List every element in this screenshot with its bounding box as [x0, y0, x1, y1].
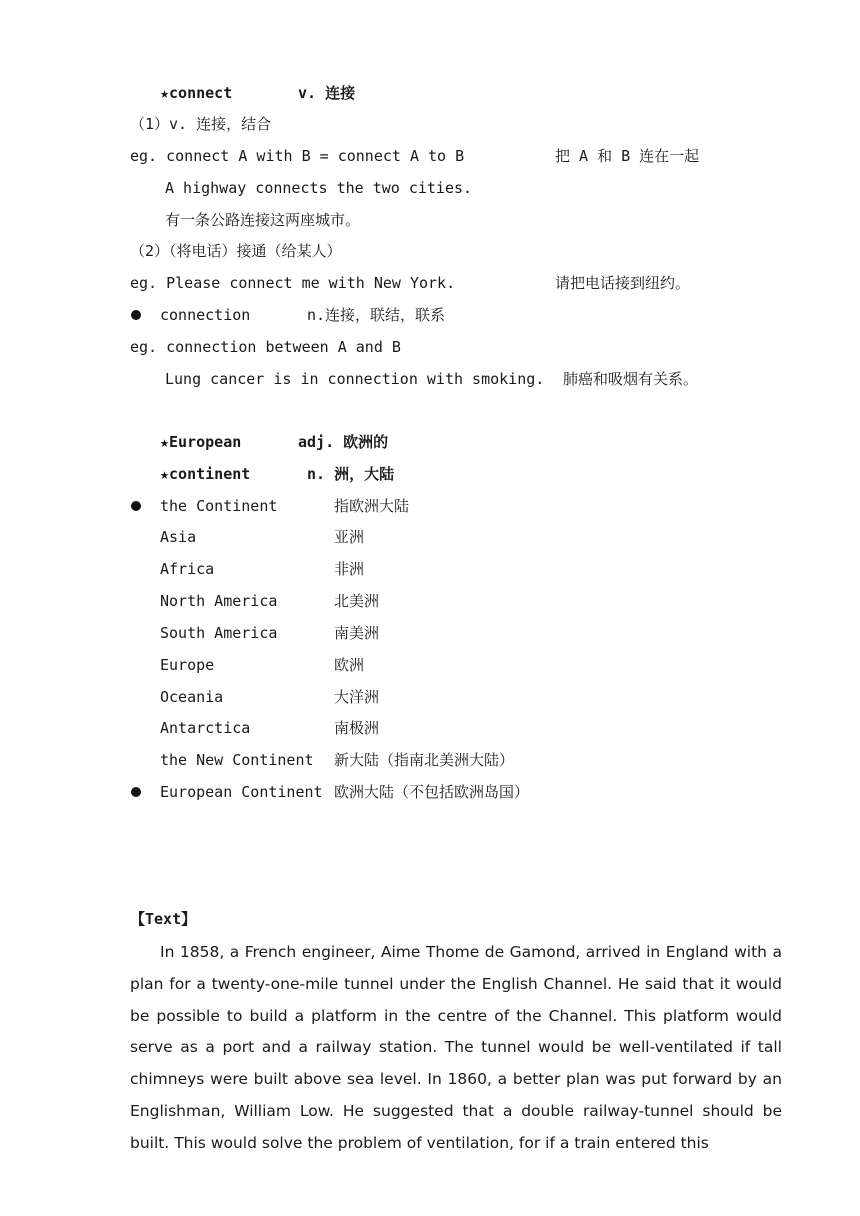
example-3-translation: 请把电话接到纽约。: [555, 274, 691, 292]
entry-pos-connect: v. 连接: [298, 84, 356, 102]
example-5-translation: 肺癌和吸烟有关系。: [563, 370, 699, 388]
example-5: Lung cancer is in connection with smoking.: [165, 370, 545, 388]
continent-item-en: Europe: [160, 656, 215, 674]
continent-item-cn: 新大陆（指南北美洲大陆）: [334, 751, 515, 769]
example-4: eg. connection between A and B: [130, 338, 401, 356]
example-2: A highway connects the two cities.: [165, 179, 473, 197]
example-1: eg. connect A with B = connect A to B: [130, 147, 465, 165]
example-3: eg. Please connect me with New York.: [130, 274, 456, 292]
continent-item-en: European Continent: [160, 783, 323, 801]
example-1-translation: 把 A 和 B 连在一起: [555, 147, 700, 165]
bullet-icon: [131, 310, 141, 320]
continent-item-en: Antarctica: [160, 719, 251, 737]
bullet-icon: [131, 501, 141, 511]
sense-2: （2）（将电话）接通（给某人）: [130, 242, 342, 260]
bullet-icon: [131, 787, 141, 797]
continent-item-cn: 非洲: [334, 560, 365, 578]
derivative-definition: n.连接，联结，联系: [307, 306, 446, 324]
entry-headword-european: ★European: [160, 433, 242, 451]
continent-item-en: Asia: [160, 528, 197, 546]
continent-item-cn: 大洋洲: [334, 688, 380, 706]
example-2-translation: 有一条公路连接这两座城市。: [165, 211, 361, 229]
continent-item-en: the Continent: [160, 497, 278, 515]
entry-pos-european: adj. 欧洲的: [298, 433, 389, 451]
continent-item-cn: 指欧洲大陆: [334, 497, 410, 515]
continent-item-cn: 南极洲: [334, 719, 380, 737]
continent-item-en: North America: [160, 592, 278, 610]
continent-item-cn: 亚洲: [334, 528, 365, 546]
entry-headword-connect: ★connect: [160, 84, 233, 102]
continent-item-cn: 欧洲大陆（不包括欧洲岛国）: [334, 783, 530, 801]
continent-item-cn: 欧洲: [334, 656, 365, 674]
reading-paragraph: In 1858, a French engineer, Aime Thome de Gamond, arrived in England with a plan for a twenty-one-mile tunnel under the English Channel. He said that it would be possible to build a platform in the centre of the Channel. This platform would serve as a port and a railway station. The tunnel would be well-ventilated if tall chimneys were built above sea level. In 1860, a better plan was put forward by an Englishman, William Low. He suggested that a double railway-tunnel should be built. This would solve the problem of ventilation, for if a train entered this: [130, 943, 782, 1152]
sense-1: （1）v. 连接，结合: [130, 115, 272, 133]
entry-pos-continent: n. 洲，大陆: [307, 465, 395, 483]
continent-item-en: Africa: [160, 560, 215, 578]
continent-item-cn: 北美洲: [334, 592, 380, 610]
continent-item-en: Oceania: [160, 688, 224, 706]
continent-item-cn: 南美洲: [334, 624, 380, 642]
derivative-word: connection: [160, 306, 251, 324]
continent-item-en: the New Continent: [160, 751, 314, 769]
section-heading-text: 【Text】: [130, 910, 197, 928]
continent-item-en: South America: [160, 624, 278, 642]
entry-headword-continent: ★continent: [160, 465, 251, 483]
